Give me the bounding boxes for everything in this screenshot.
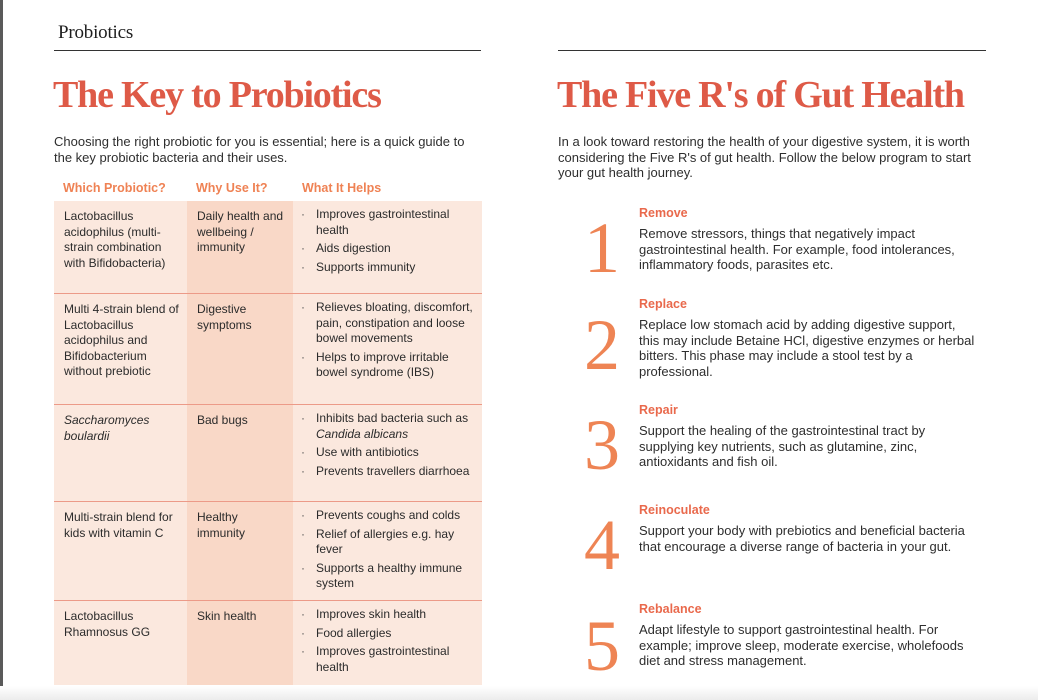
- why-cell: Daily health and wellbeing / immunity: [187, 201, 293, 293]
- left-page-intro: Choosing the right probiotic for you is essential; here is a quick guide to the key probiotic bacteria and their uses.: [54, 134, 465, 165]
- helps-list: [301, 508, 476, 592]
- helps-list: [301, 207, 476, 275]
- bullet-icon: ·: [301, 349, 305, 364]
- step-title: Rebalance: [639, 602, 702, 616]
- bullet-icon: ·: [301, 508, 305, 522]
- helps-list: [301, 411, 476, 479]
- probiotic-cell: Saccharomyces boulardii: [54, 405, 187, 501]
- step-body: Support your body with prebiotics and beneficial bacteria that encourage a diverse range of bacteria in your gut.: [639, 523, 965, 554]
- step-body: Support the healing of the gastrointestinal tract by supplying key nutrients, such as glutamine, zinc, antioxidants and fish oil.: [639, 423, 926, 469]
- table-row: [54, 502, 482, 601]
- helps-list: [301, 607, 476, 675]
- bullet-icon: ·: [301, 241, 305, 255]
- helps-cell: [293, 405, 482, 501]
- table-header-probiotic: Which Probiotic?: [63, 181, 166, 195]
- right-page-intro: In a look toward restoring the health of your digestive system, it is worth considering the Five R's of gut health. Follow the below program to start your gut health journey.: [558, 134, 971, 180]
- helps-item: · Prevents travellers diarrhoea: [301, 463, 470, 478]
- bullet-icon: ·: [301, 625, 305, 640]
- helps-item: · Improves gastrointestinal health: [301, 644, 450, 674]
- left-page-heading: The Key to Probiotics: [53, 74, 381, 116]
- helps-item: · Aids digestion: [301, 241, 391, 255]
- probiotic-cell: Lactobacillus acidophilus (multi-strain combination with Bifidobacteria): [54, 201, 187, 293]
- header-rule-left: [54, 50, 481, 51]
- bullet-icon: ·: [301, 207, 305, 221]
- helps-item: · Supports a healthy immune system: [301, 560, 463, 590]
- bullet-icon: ·: [301, 526, 305, 541]
- table-row: [54, 201, 482, 294]
- bullet-icon: ·: [301, 463, 305, 478]
- bullet-icon: ·: [301, 411, 305, 425]
- probiotic-cell: Multi 4-strain blend of Lactobacillus acidophilus and Bifidobacterium without prebiotic: [54, 294, 187, 404]
- bullet-icon: ·: [301, 445, 305, 459]
- helps-item: · Inhibits bad bacteria such as Candida albicans: [301, 411, 469, 441]
- step-number: 4: [584, 505, 620, 585]
- step-number: 3: [584, 405, 620, 485]
- probiotics-table: [54, 201, 482, 685]
- helps-cell: [293, 201, 482, 293]
- helps-item: · Relieves bloating, discomfort, pain, constipation and loose bowel movements: [301, 300, 473, 345]
- helps-item: · Prevents coughs and colds: [301, 508, 461, 522]
- step-body: Adapt lifestyle to support gastrointestinal health. For example; improve sleep, moderate exercise, wholefoods diet and stress management.: [639, 622, 964, 668]
- step-number: 5: [584, 606, 620, 686]
- helps-item: · Relief of allergies e.g. hay fever: [301, 526, 455, 556]
- why-cell: Digestive symptoms: [187, 294, 293, 404]
- probiotic-cell: Lactobacillus Rhamnosus GG: [54, 601, 187, 685]
- helps-cell: [293, 502, 482, 600]
- helps-cell: [293, 601, 482, 685]
- probiotic-cell: Multi-strain blend for kids with vitamin C: [54, 502, 187, 600]
- table-header-why: Why Use It?: [196, 181, 268, 195]
- header-rule-right: [558, 50, 986, 51]
- step-body: Remove stressors, things that negatively impact gastrointestinal health. For example, food intolerances, inflammatory foods, parasites etc.: [639, 226, 955, 272]
- step-body: Replace low stomach acid by adding digestive support, this may include Betaine HCl, digestive enzymes or herbal bitters. This phase may include a stool test by a professional.: [639, 317, 975, 379]
- bullet-icon: ·: [301, 300, 305, 314]
- page-edge: [0, 0, 3, 700]
- helps-item: · Improves gastrointestinal health: [301, 207, 450, 237]
- right-page-heading: The Five R's of Gut Health: [557, 74, 964, 116]
- why-cell: Skin health: [187, 601, 293, 685]
- step-title: Remove: [639, 206, 688, 220]
- helps-item: · Food allergies: [301, 625, 392, 640]
- table-row: [54, 294, 482, 405]
- bullet-icon: ·: [301, 560, 305, 575]
- section-label: Probiotics: [58, 22, 134, 43]
- step-title: Repair: [639, 403, 678, 417]
- why-cell: Healthy immunity: [187, 502, 293, 600]
- step-title: Replace: [639, 297, 687, 311]
- step-number: 2: [584, 305, 620, 385]
- bullet-icon: ·: [301, 607, 305, 621]
- helps-item: · Improves skin health: [301, 607, 427, 621]
- step-number: 1: [584, 208, 620, 288]
- bullet-icon: ·: [301, 644, 305, 658]
- step-title: Reinoculate: [639, 503, 710, 517]
- table-row: [54, 601, 482, 685]
- page-bottom-edge: [0, 686, 1038, 700]
- bullet-icon: ·: [301, 259, 305, 274]
- table-row: [54, 405, 482, 502]
- helps-item: · Helps to improve irritable bowel syndrome (IBS): [301, 349, 449, 379]
- helps-item: · Use with antibiotics: [301, 445, 419, 459]
- why-cell: Bad bugs: [187, 405, 293, 501]
- helps-cell: [293, 294, 482, 404]
- helps-list: [301, 300, 476, 381]
- helps-item: · Supports immunity: [301, 259, 416, 274]
- table-header-helps: What It Helps: [302, 181, 382, 195]
